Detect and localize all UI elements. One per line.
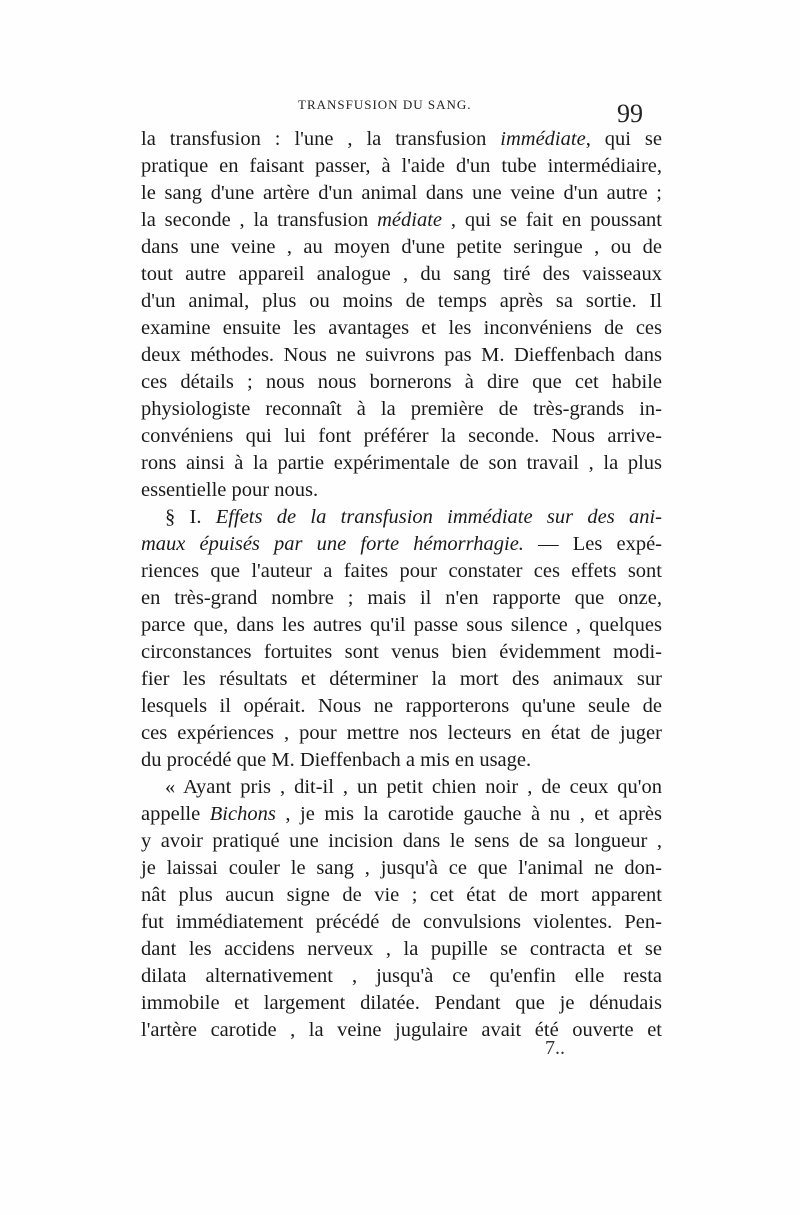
text-line xyxy=(141,801,662,828)
text-line xyxy=(141,477,662,504)
text-line xyxy=(141,261,662,288)
text-line xyxy=(141,288,662,315)
text-line xyxy=(141,126,662,153)
text-segment: parce que, dans les autres qu'il passe sous silence , quelques xyxy=(141,614,662,636)
text-line xyxy=(141,855,662,882)
text-segment: y avoir pratiqué une incision dans le sens de sa longueur , xyxy=(141,830,662,852)
text-line xyxy=(141,342,662,369)
text-segment: pratique en faisant passer, à l'aide d'un tube intermédiaire, xyxy=(141,155,662,177)
text-segment: lesquels il opérait. Nous ne rapporterons qu'une seule de xyxy=(141,695,662,717)
text-line xyxy=(141,450,662,477)
text-segment: physiologiste reconnaît à la première de très-grands in- xyxy=(141,398,662,420)
text-segment: « Ayant pris , dit-il , un petit chien noir , de ceux qu'on xyxy=(165,776,662,798)
text-segment: essentielle pour nous. xyxy=(141,479,319,501)
text-segment: dilata alternativement , jusqu'à ce qu'enfin elle resta xyxy=(141,965,662,987)
text-segment: dans une veine , au moyen d'une petite seringue , ou de xyxy=(141,236,662,258)
text-segment: fier les résultats et déterminer la mort des animaux sur xyxy=(141,668,662,690)
text-segment: fut immédiatement précédé de convulsions violentes. Pen- xyxy=(141,911,662,933)
italic-text: maux épuisés par une forte hémorrhagie. xyxy=(141,533,524,555)
text-line xyxy=(141,936,662,963)
text-segment: appelle xyxy=(141,803,210,825)
text-segment: circonstances fortuites sont venus bien évidemment modi- xyxy=(141,641,662,663)
italic-text: immédiate xyxy=(500,128,586,150)
text-segment: d'un animal, plus ou moins de temps après sa sortie. Il xyxy=(141,290,662,312)
text-line xyxy=(141,369,662,396)
text-line xyxy=(141,585,662,612)
text-segment: l'artère carotide , la veine jugulaire avait été ouverte et xyxy=(141,1019,662,1041)
text-segment: , je mis la carotide gauche à nu , et après xyxy=(275,803,662,825)
text-segment: dant les accidens nerveux , la pupille se contracta et se xyxy=(141,938,662,960)
text-line xyxy=(141,693,662,720)
text-line xyxy=(141,423,662,450)
text-segment: tout autre appareil analogue , du sang tiré des vaisseaux xyxy=(141,263,662,285)
text-line xyxy=(141,720,662,747)
italic-text: médiate xyxy=(377,209,443,231)
text-line xyxy=(141,234,662,261)
text-line xyxy=(141,558,662,585)
text-segment: deux méthodes. Nous ne suivrons pas M. Dieffenbach dans xyxy=(141,344,662,366)
text-segment: ces détails ; nous nous bornerons à dire que cet habile xyxy=(141,371,662,393)
text-line xyxy=(141,153,662,180)
text-line xyxy=(141,504,662,531)
text-segment: du procédé que M. Dieffenbach a mis en usage. xyxy=(141,749,532,771)
text-line xyxy=(141,207,662,234)
text-segment: en très-grand nombre ; mais il n'en rapporte que onze, xyxy=(141,587,662,609)
running-head: TRANSFUSION DU SANG. xyxy=(298,97,472,112)
text-line xyxy=(141,990,662,1017)
text-line xyxy=(141,666,662,693)
text-line xyxy=(141,909,662,936)
text-segment: — Les expé- xyxy=(523,533,662,555)
text-line xyxy=(141,774,662,801)
italic-text: Bichons xyxy=(209,803,276,825)
text-segment: , qui se fait en poussant xyxy=(442,209,662,231)
text-line xyxy=(141,180,662,207)
text-segment: immobile et largement dilatée. Pendant que je dénudais xyxy=(141,992,662,1014)
text-segment: nât plus aucun signe de vie ; cet état de mort apparent xyxy=(141,884,662,906)
text-line xyxy=(141,1017,662,1044)
italic-text: Effets de la transfusion immédiate sur des ani- xyxy=(215,506,662,528)
text-line xyxy=(141,396,662,423)
text-segment: , qui se xyxy=(585,128,662,150)
text-line xyxy=(141,531,662,558)
text-line xyxy=(141,828,662,855)
text-segment: ces expériences , pour mettre nos lecteurs en état de juger xyxy=(141,722,662,744)
text-segment: convéniens qui lui font préférer la seconde. Nous arrive- xyxy=(141,425,662,447)
text-line xyxy=(141,882,662,909)
body-text xyxy=(141,126,662,1044)
text-line xyxy=(141,612,662,639)
text-line xyxy=(141,315,662,342)
text-segment: je laissai couler le sang , jusqu'à ce que l'animal ne don- xyxy=(141,857,662,879)
signature-mark: 7.. xyxy=(545,1037,565,1059)
text-segment: rons ainsi à la partie expérimentale de son travail , la plus xyxy=(141,452,662,474)
text-line xyxy=(141,639,662,666)
text-line xyxy=(141,963,662,990)
text-segment: le sang d'une artère d'un animal dans une veine d'un autre ; xyxy=(141,182,662,204)
text-segment: § I. xyxy=(165,506,216,528)
text-line xyxy=(141,747,662,774)
text-segment: la transfusion : l'une , la transfusion xyxy=(141,128,501,150)
text-segment: la seconde , la transfusion xyxy=(141,209,378,231)
page-number: 99 xyxy=(617,99,643,128)
text-segment: examine ensuite les avantages et les inconvéniens de ces xyxy=(141,317,662,339)
text-segment: riences que l'auteur a faites pour constater ces effets sont xyxy=(141,560,662,582)
